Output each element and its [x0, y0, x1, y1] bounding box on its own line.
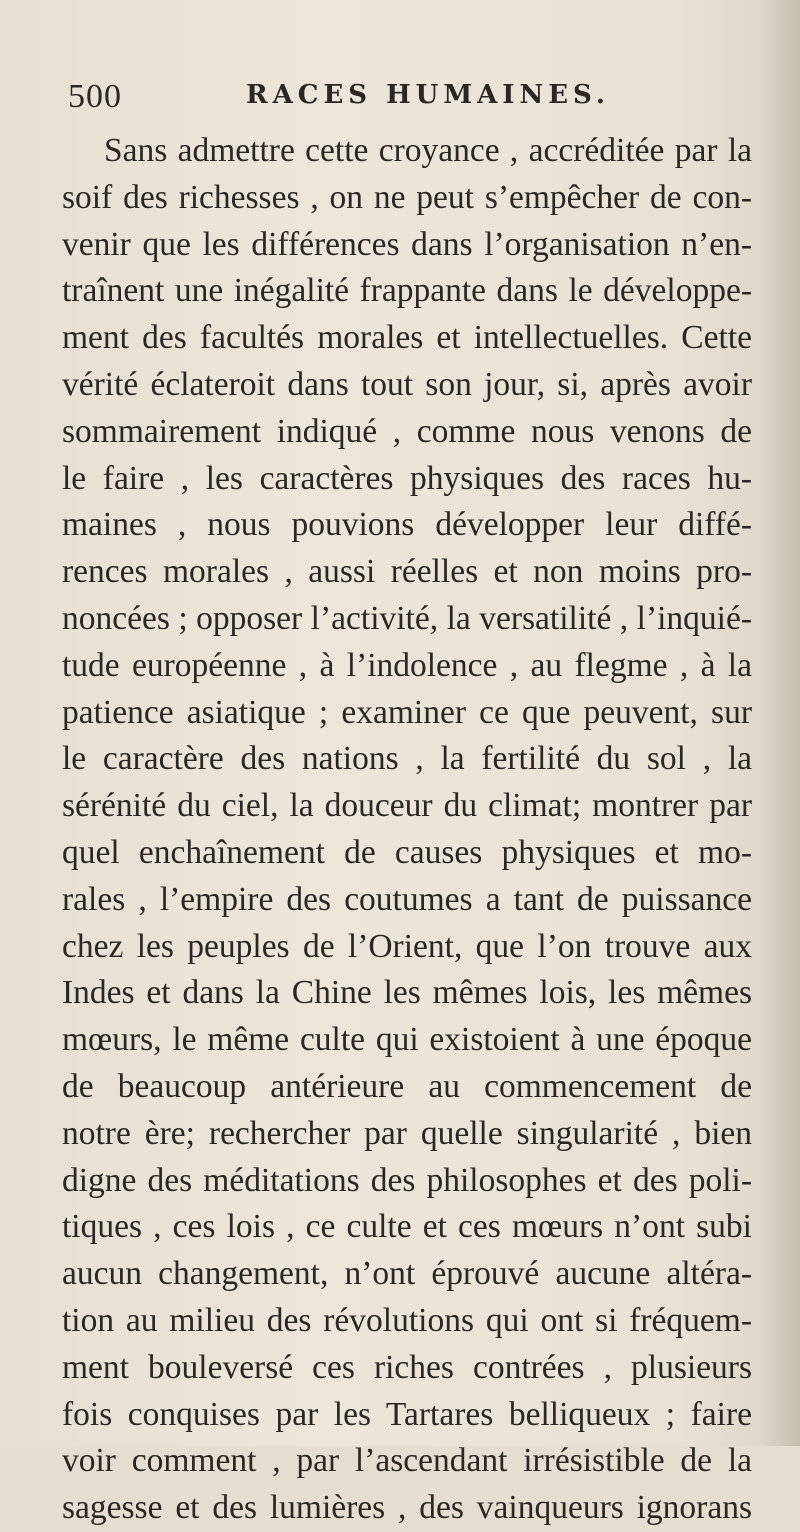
- text-line: sommairement indiqué , comme nous venons de: [62, 412, 752, 450]
- text-line: traînent une inégalité frappante dans le développe-: [62, 272, 752, 310]
- page-edge-shadow: [760, 0, 800, 1446]
- text-line: ment bouleversé ces riches contrées , plusieurs: [62, 1348, 752, 1386]
- running-title: RACES HUMAINES.: [246, 80, 610, 110]
- text-line: le caractère des nations , la fertilité du sol , la: [62, 740, 752, 778]
- text-line: le faire , les caractères physiques des races hu-: [62, 459, 752, 497]
- text-line: sérénité du ciel, la douceur du climat; montrer par: [62, 787, 752, 825]
- text-line: venir que les différences dans l’organisation n’en-: [62, 225, 752, 263]
- text-line: Indes et dans la Chine les mêmes lois, les mêmes: [62, 974, 752, 1012]
- body-text: [62, 128, 752, 1532]
- text-line: noncées ; opposer l’activité, la versatilité , l’inquié-: [62, 599, 752, 637]
- text-line: de beaucoup antérieure au commencement de: [62, 1067, 752, 1105]
- text-line: rales , l’empire des coutumes a tant de puissance: [62, 880, 752, 918]
- text-line: sagesse et des lumières , des vainqueurs ignorans: [62, 1489, 752, 1527]
- text-line: aucun changement, n’ont éprouvé aucune altéra-: [62, 1255, 752, 1293]
- text-line: chez les peuples de l’Orient, que l’on trouve aux: [62, 927, 752, 965]
- text-line: Sans admettre cette croyance , accréditée par la: [104, 132, 752, 169]
- running-head: [68, 78, 688, 118]
- text-line: digne des méditations des philosophes et des poli-: [62, 1161, 752, 1199]
- text-line: soif des richesses , on ne peut s’empêcher de con-: [62, 178, 752, 216]
- text-line: patience asiatique ; examiner ce que peuvent, sur: [62, 693, 752, 731]
- text-line: maines , nous pouvions développer leur diffé-: [62, 506, 752, 544]
- text-line: fois conquises par les Tartares belliqueux ; faire: [62, 1395, 752, 1433]
- text-line: voir comment , par l’ascendant irrésistible de la: [62, 1442, 752, 1480]
- text-line: tiques , ces lois , ce culte et ces mœurs n’ont subi: [62, 1208, 752, 1246]
- text-line: quel enchaînement de causes physiques et mo-: [62, 833, 752, 871]
- page-number: 500: [68, 78, 122, 115]
- text-line: vérité éclateroit dans tout son jour, si, après avoir: [62, 365, 752, 403]
- text-line: notre ère; rechercher par quelle singularité , bien: [62, 1114, 752, 1152]
- text-line: ment des facultés morales et intellectuelles. Cette: [62, 319, 752, 357]
- text-line: tion au milieu des révolutions qui ont si fréquem-: [62, 1301, 752, 1339]
- text-line: rences morales , aussi réelles et non moins pro-: [62, 553, 752, 591]
- text-line: mœurs, le même culte qui existoient à une époque: [62, 1021, 752, 1059]
- text-line: tude européenne , à l’indolence , au flegme , à la: [62, 646, 752, 684]
